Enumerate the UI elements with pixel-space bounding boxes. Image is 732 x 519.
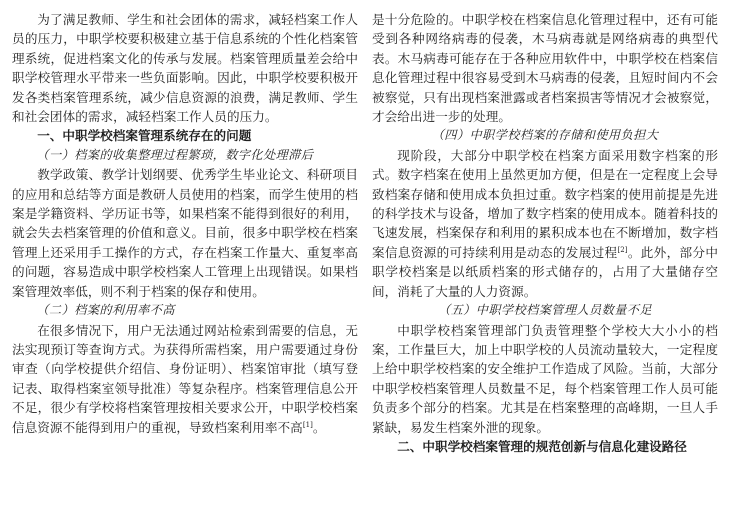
- paragraph-staff: 中职学校档案管理部门负责管理整个学校大大小小的档案，工作量巨大，加上中职学校的人员流动量较大，一定程度上给中职学校档案的安全维护工作造成了风险。当前，大部分中职学校档案管理人员数量不足，每个档案管理工作人员可能负责多个部分的档案。尤其是在档案整理的高峰期，一旦人手紧缺，易发生档案外泄的现象。: [372, 322, 718, 435]
- right-column: [372, 10, 718, 456]
- subsection-heading-staff: （五）中职学校档案管理人员数量不足: [438, 303, 652, 318]
- paragraph-utilization-end: 。: [312, 419, 326, 435]
- paragraph-intro: 为了满足教师、学生和社会团体的需求，减轻档案工作人员的压力，中职学校要积极建立基于信息系统的个性化档案管理系统，促进档案文化的传承与发展。档案管理质量差会给中职学校管理水平带来一些负面影响。因此，中职学校要积极开发各类档案管理系统，减少信息资源的浪费，满足教师、学生和社会团体的需求，减轻档案工作人员的压力。: [12, 12, 358, 125]
- paragraph-utilization-text: 在很多情况下，用户无法通过网站检索到需要的信息，无法实现预订等查询方式。为获得所需档案，用户需要通过身份审查（向学校提供介绍信、身份证明）、档案馆审批（填写登记表、取得档案室领导批准）等复杂程序。档案管理信息公开不足，很少有学校将档案管理按相关要求公开，中职学校档案信息资源不能得到用户的重视，导致档案利用率不高: [12, 322, 358, 435]
- left-column: [12, 10, 358, 437]
- paragraph-storage-text: 现阶段，大部分中职学校在档案方面采用数字档案的形式。数字档案在使用上虽然更加方便，但是在一定程度上会导致档案存储和使用成本负担过重。数字档案的使用前提是先进的科学技术与设备，增加了数字档案的使用成本。随着科技的飞速发展，档案保存和利用的累积成本也在不断增加，数字档案信息资源的可持续利用是动态的发展过程: [372, 147, 718, 260]
- citation-ref-1: [1]: [302, 420, 313, 429]
- citation-ref-2: [2]: [617, 245, 628, 254]
- subsection-heading-utilization: （二）档案的利用率不高: [36, 303, 175, 318]
- paragraph-collection: 教学政策、教学计划纲要、优秀学生毕业论文、科研项目的应用和总结等方面是教研人员使用的档案，而学生使用的档案是学籍资料、学历证书等，如果档案不能得到很好的利用，就会失去档案管理的价值和意义。目前，很多中职学校在档案管理上还采用手工操作的方式，存在档案工作量大、重复率高的问题，容易造成中职学校档案人工管理上出现错误。如果档案管理效率低，则不利于档案的保存和使用。: [12, 167, 358, 299]
- paragraph-utilization: [12, 321, 358, 437]
- section-heading-problems: 一、中职学校档案管理系统存在的问题: [37, 128, 252, 144]
- paragraph-storage-end: 。此外，部分中职学校档案是以纸质档案的形式储存的，占用了大量储存空间，消耗了大量的人力资源。: [372, 244, 718, 299]
- subsection-heading-storage: （四）中职学校档案的存储和使用负担大: [431, 128, 659, 143]
- section-heading-innovation: 二、中职学校档案管理的规范创新与信息化建设路径: [397, 438, 687, 454]
- paragraph-storage: [372, 146, 718, 301]
- subsection-heading-collection: （一）档案的收集整理过程繁琐，数字化处理滞后: [36, 147, 314, 162]
- paragraph-security-continued: 是十分危险的。中职学校在档案信息化管理过程中，还有可能受到各种网络病毒的侵袭，木马病毒就是网络病毒的典型代表。木马病毒可能存在于各种应用软件中，中职学校在档案信息化管理过程中很容易受到木马病毒的侵袭，且短时间内不会被察觉，只有出现档案泄露或者档案损害等情况才会被察觉，才会给出进一步的处理。: [372, 12, 718, 125]
